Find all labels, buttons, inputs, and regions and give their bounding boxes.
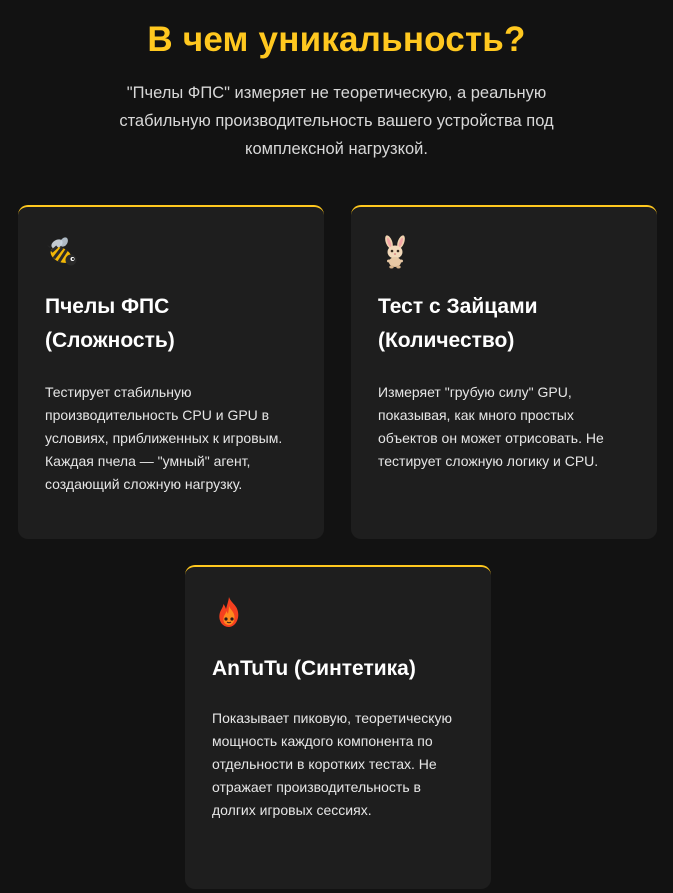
bee-icon (45, 235, 79, 269)
card-title: Пчелы ФПС (Сложность) (45, 295, 175, 352)
fire-icon (212, 595, 246, 629)
card-title: AnTuTu (Синтетика) (212, 657, 416, 680)
card-description: Измеряет "грубую силу" GPU, показывая, как много простых объектов он может отрисовать. Не тестирует сложную логику и CPU. (378, 384, 604, 469)
page-title: В чем уникальность? (147, 20, 526, 59)
card-title: Тест с Зайцами (Количество) (378, 295, 538, 352)
card-bees (18, 205, 324, 539)
card-description: Показывает пиковую, теоретическую мощность каждого компонента по отдельности в коротких тестах. Не отражает производительность в долгих игровых сессиях. (212, 710, 452, 818)
bunny-icon (378, 235, 412, 269)
page-subtitle: "Пчелы ФПС" измеряет не теоретическую, а реальную стабильную производительность вашего устройства под комплексной нагрузкой. (119, 84, 554, 158)
card-antutu (185, 565, 491, 889)
card-description: Тестирует стабильную производительность CPU и GPU в условиях, приближенных к игровым. Каждая пчела — "умный" агент, создающий сложную нагрузку. (45, 384, 283, 492)
card-bunnies (351, 205, 657, 539)
